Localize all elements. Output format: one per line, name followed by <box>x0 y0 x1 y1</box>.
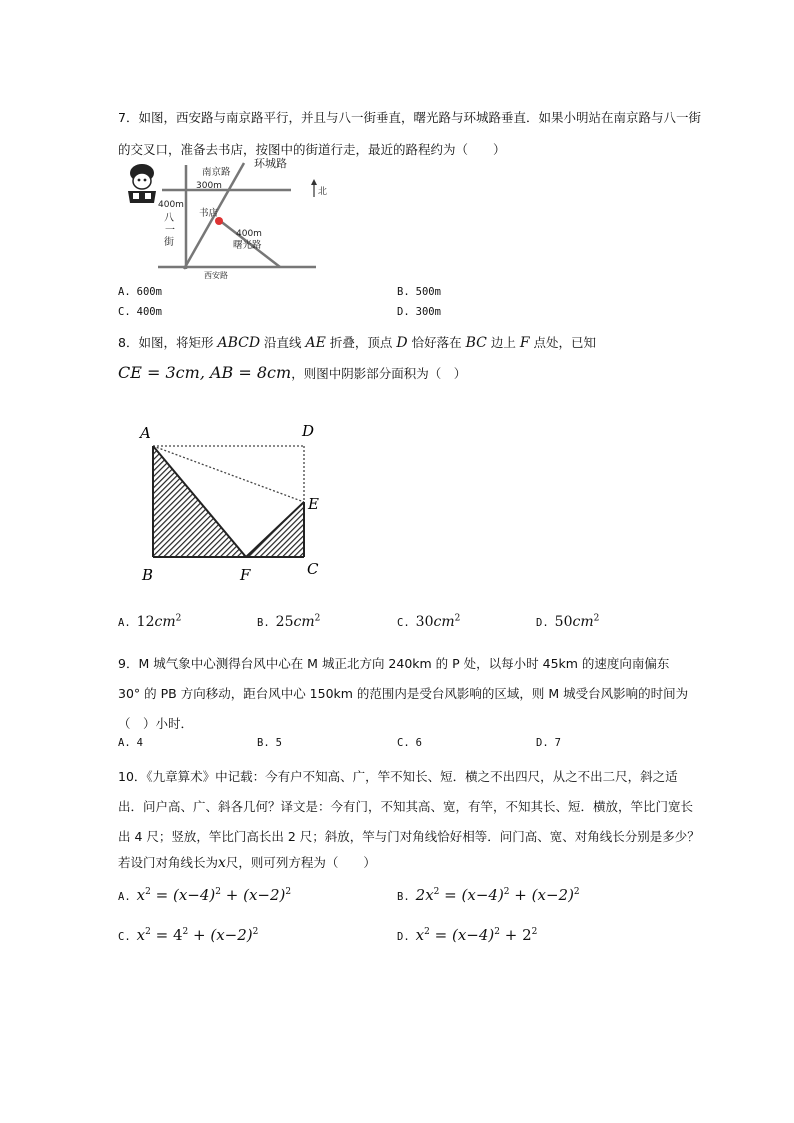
q10-option-d[interactable]: D. $x^2 = (x-4)^2 + 2^2$ <box>397 926 538 944</box>
map-label-bookstore: 书店 <box>199 208 219 219</box>
q7-text-line1: 7．如图，西安路与南京路平行，并且与八一街垂直，曙光路与环城路垂直．如果小明站在南京路与八一街 <box>118 110 701 125</box>
q9-text-line2: 30° 的 PB 方向移动，距台风中心 150km 的范围内是受台风影响的区域，则 M 城受台风影响的时间为 <box>118 686 689 701</box>
map-label-shuguang: 曙光路 <box>233 240 262 251</box>
q8-rectangle-figure <box>134 416 334 586</box>
q9-text-line3: （ ）小时． <box>118 716 194 731</box>
map-label-nanjing: 南京路 <box>202 167 231 178</box>
point-label-c: C <box>307 560 319 578</box>
q8-option-d[interactable]: D. $50cm^2$ <box>536 613 600 630</box>
point-label-a: A <box>140 424 151 442</box>
q7-street-map <box>120 157 330 282</box>
q9-option-b[interactable]: B. 5 <box>257 737 282 749</box>
map-label-bayi-3: 街 <box>164 237 174 248</box>
q10-text-line1: 10．《九章算术》中记载：今有户不知高、广，竿不知长、短．横之不出四尺，从之不出二尺，斜之适 <box>118 769 678 784</box>
q10-option-a[interactable]: A. $x^2 = (x-4)^2 + (x-2)^2$ <box>118 886 292 904</box>
q8-text-line1: 8．如图，将矩形 ABCD 沿直线 AE 折叠，顶点 D 恰好落在 BC 边上 F 点处，已知 <box>118 335 597 351</box>
q10-text-line3: 出 4 尺；竖放，竿比门高长出 2 尺；斜放，竿与门对角线恰好相等．问门高、宽、对角线长分别是多少？ <box>118 829 700 844</box>
map-label-400m-a: 400m <box>158 200 184 210</box>
q7-option-a[interactable]: A. 600m <box>118 286 162 298</box>
point-label-f: F <box>240 566 251 584</box>
person-figure-icon <box>128 164 156 203</box>
point-label-d: D <box>302 422 315 440</box>
map-label-xian: 西安路 <box>204 271 228 280</box>
q9-option-a[interactable]: A. 4 <box>118 737 143 749</box>
map-label-400m-b: 400m <box>236 229 262 239</box>
q7-option-d[interactable]: D. 300m <box>397 306 441 318</box>
q9-option-d[interactable]: D. 7 <box>536 737 561 749</box>
q10-text-line4: 若设门对角线长为x尺，则可列方程为（ ） <box>118 855 376 871</box>
question-9 <box>118 651 688 737</box>
q7-text-line2: 的交叉口，准备去书店，按图中的街道行走，最近的路程约为（ ） <box>118 142 506 157</box>
q9-option-c[interactable]: C. 6 <box>397 737 422 749</box>
map-label-300m: 300m <box>196 181 222 191</box>
north-arrow-icon <box>311 179 317 197</box>
map-label-huancheng: 环城路 <box>254 157 287 170</box>
map-label-north: 北 <box>318 187 328 197</box>
q10-option-b[interactable]: B. $2x^2 = (x-4)^2 + (x-2)^2$ <box>397 886 580 904</box>
q8-option-c[interactable]: C. $30cm^2$ <box>397 613 461 630</box>
q8-option-b[interactable]: B. $25cm^2$ <box>257 613 321 630</box>
q7-option-c[interactable]: C. 400m <box>118 306 162 318</box>
question-10 <box>118 764 700 876</box>
q10-text-line2: 出．问户高、广、斜各几何？译文是：今有门，不知其高、宽，有竿，不知其长、短．横放，竿比门宽长 <box>118 799 694 814</box>
q8-condition: CE = 3cm, AB = 8cm <box>118 363 292 382</box>
q8-option-a[interactable]: A. $12cm^2$ <box>118 613 182 630</box>
question-8 <box>118 331 688 386</box>
q10-option-c[interactable]: C. $x^2 = 4^2 + (x-2)^2$ <box>118 926 259 944</box>
q8-text-line2: CE = 3cm, AB = 8cm，则图中阴影部分面积为（ ） <box>118 363 467 382</box>
q9-text-line1: 9．M 城气象中心测得台风中心在 M 城正北方向 240km 的 P 处，以每小时 45km 的速度向南偏东 <box>118 656 670 671</box>
question-7 <box>118 106 701 162</box>
point-label-b: B <box>142 566 154 584</box>
q7-option-b[interactable]: B. 500m <box>397 286 441 298</box>
point-label-e: E <box>308 495 319 513</box>
map-label-bayi-1: 八 <box>164 213 174 224</box>
map-label-bayi-2: 一 <box>165 225 175 236</box>
